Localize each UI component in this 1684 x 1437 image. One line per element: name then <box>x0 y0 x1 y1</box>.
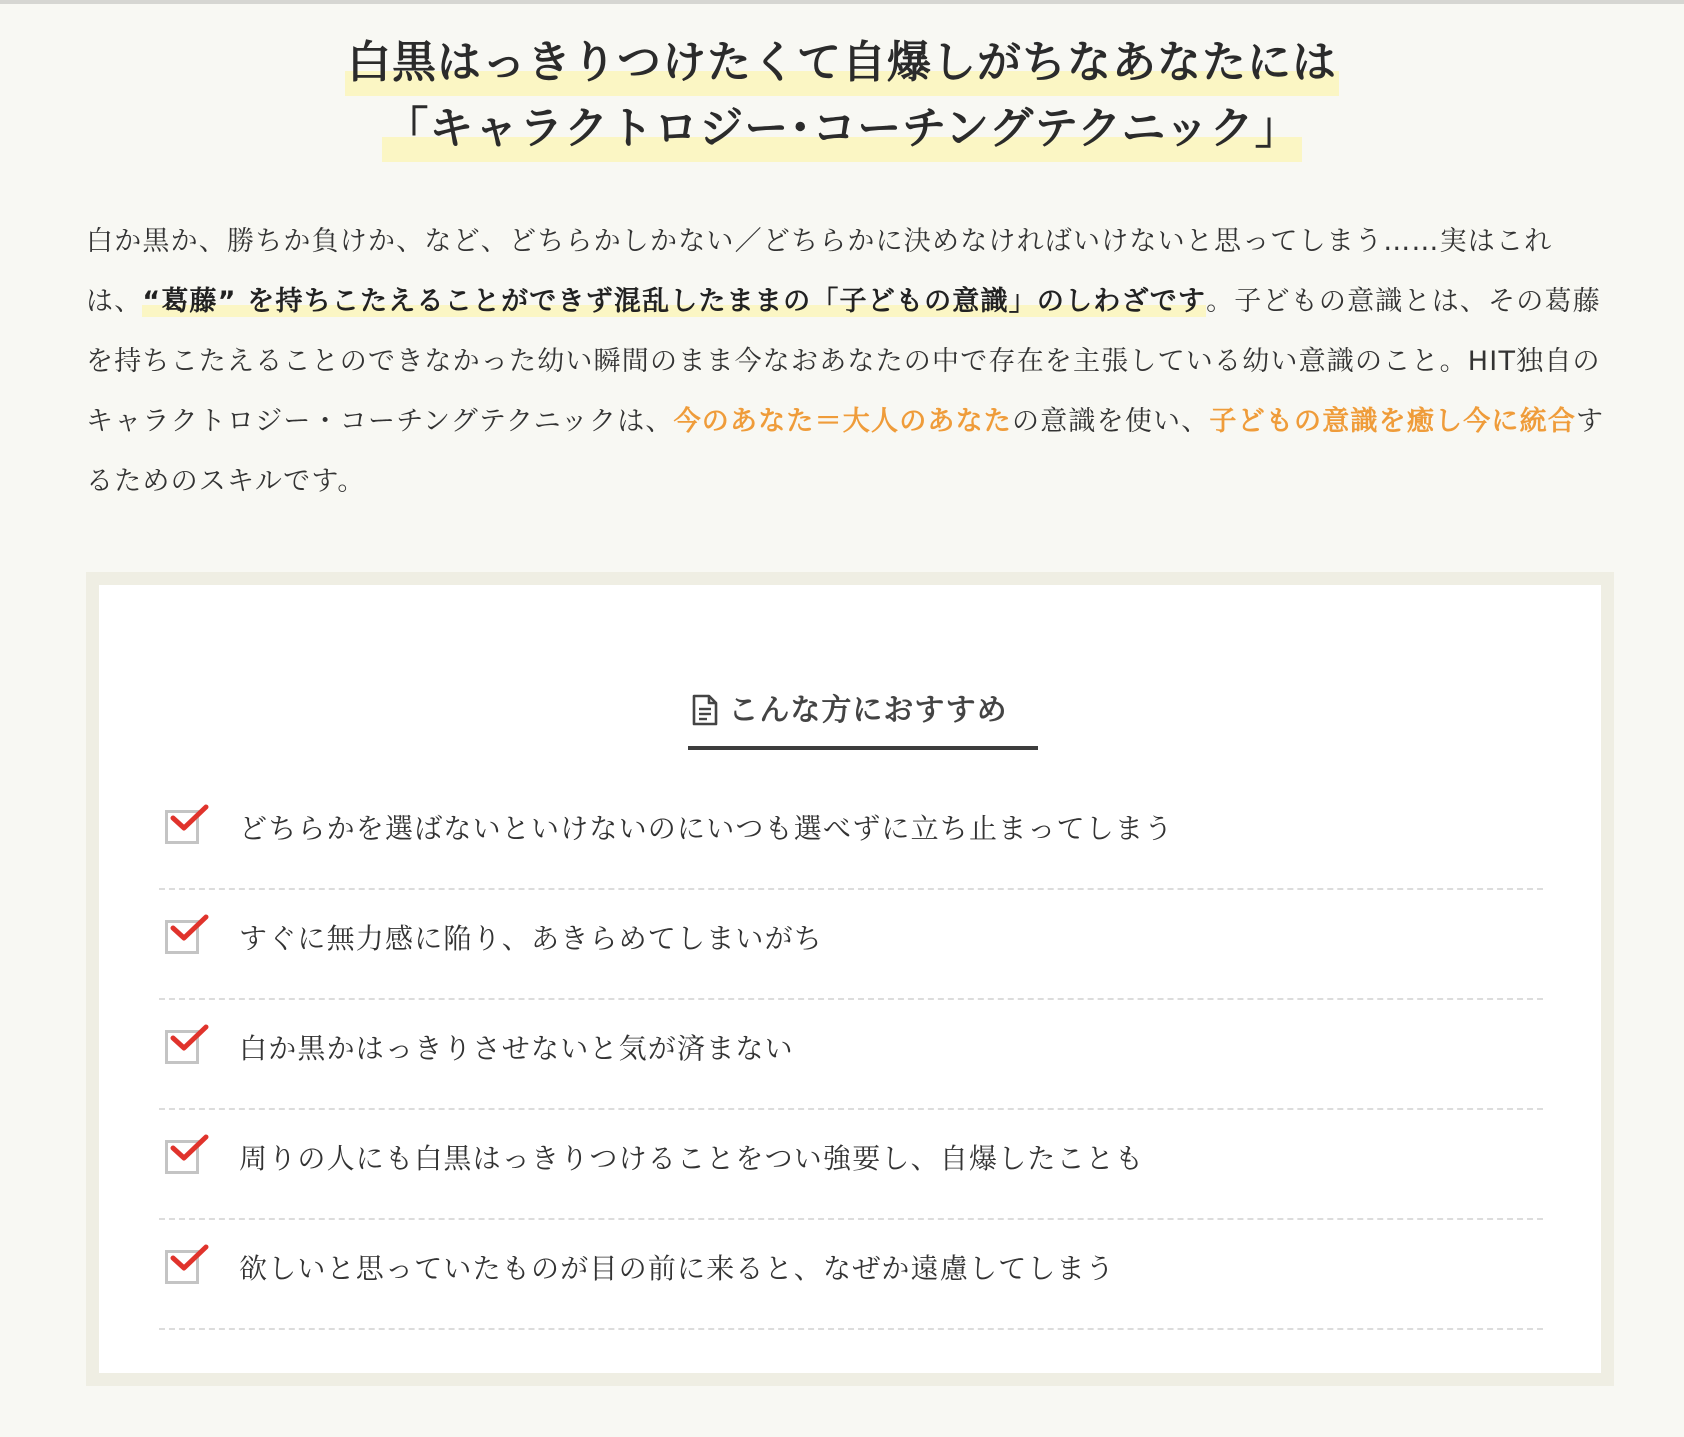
list-item-text: 周りの人にも白黒はっきりつけることをつい強要し、自爆したことも <box>239 1142 1145 1175</box>
heading-line-1: 白黒はっきりつけたくて自爆しがちなあなたには <box>345 30 1339 96</box>
recommend-title-text: こんな方におすすめ <box>728 693 1008 728</box>
heading-line-2: 「キャラクトロジー･コーチングテクニック」 <box>382 96 1302 162</box>
check-mark-icon <box>169 1242 209 1274</box>
check-mark-icon <box>169 912 209 944</box>
intro-text-4: するためのスキルです。 <box>86 406 1605 497</box>
check-mark-icon <box>169 1022 209 1054</box>
intro-accent-child: 子どもの意識を癒し今に統合 <box>1209 406 1577 437</box>
recommend-box <box>86 572 1614 1386</box>
list-item <box>159 1110 1543 1220</box>
intro-accent-adult: 今のあなた＝大人のあなた <box>673 406 1013 437</box>
title-underline <box>688 746 1038 750</box>
document-icon <box>692 694 718 734</box>
intro-emphasis: “葛藤” を持ちこたえることができず混乱したままの「子どもの意識」のしわざです <box>142 286 1207 317</box>
list-item <box>159 780 1543 890</box>
check-mark-icon <box>169 802 209 834</box>
list-item-text: 欲しいと思っていたものが目の前に来ると、なぜか遠慮してしまう <box>239 1252 1116 1285</box>
list-item-text: どちらかを選ばないといけないのにいつも選べずに立ち止まってしまう <box>239 812 1174 845</box>
check-mark-icon <box>169 1132 209 1164</box>
list-item-text: 白か黒かはっきりさせないと気が済まない <box>239 1032 794 1065</box>
list-item <box>159 890 1543 1000</box>
intro-text-3: の意識を使い、 <box>1012 406 1210 437</box>
list-item <box>159 1000 1543 1110</box>
list-item-text: すぐに無力感に陥り、あきらめてしまいがち <box>239 922 824 955</box>
top-divider <box>0 0 1684 4</box>
page-heading <box>0 30 1684 162</box>
list-item <box>159 1220 1543 1330</box>
recommend-title <box>99 685 1601 734</box>
intro-paragraph <box>86 212 1616 512</box>
intro-text-1: 白か黒か、勝ちか負けか、など、どちらかしかない／どちらかに決めなければいけないと思ってしまう……実はこれは、 <box>86 226 1553 317</box>
recommend-list <box>159 780 1543 1330</box>
intro-text-2: 。子どもの意識とは、その葛藤を持ちこたえることのできなかった幼い瞬間のまま今なおあなたの中で存在を主張している幼い意識のこと。HIT独自のキャラクトロジー・コーチングテクニックは、 <box>86 286 1601 437</box>
